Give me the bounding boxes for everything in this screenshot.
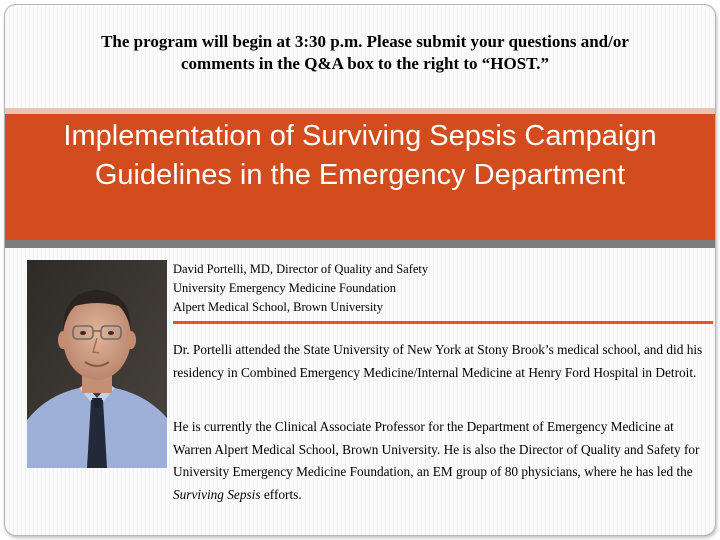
bio-paragraph-2: [173, 416, 713, 506]
presentation-title: Implementation of Surviving Sepsis Campaign Guidelines in the Emergency Department: [63, 120, 657, 191]
bio-paragraph-2-end: efforts.: [260, 486, 302, 502]
orange-divider: [173, 321, 713, 324]
speaker-school: Alpert Medical School, Brown University: [173, 300, 384, 314]
slide: [4, 4, 716, 536]
title-band-bottom-strip: [5, 240, 715, 248]
speaker-name-title: David Portelli, MD, Director of Quality and Safety: [173, 262, 429, 276]
bio-paragraph-1: Dr. Portelli attended the State University of New York at Stony Brook’s medical school, and did his residency in Combined Emergency Medicine/Internal Medicine at Henry Ford Hospital in Detroit.: [173, 342, 703, 380]
bio-surviving-sepsis-emphasis: Surviving Sepsis: [173, 486, 261, 502]
speaker-portrait-image: [27, 260, 167, 468]
program-notice: The program will begin at 3:30 p.m. Please submit your questions and/or comments in the Q&A box to the right to “HOST.”: [101, 32, 629, 73]
speaker-organization: University Emergency Medicine Foundation: [173, 281, 396, 295]
speaker-affiliation: [173, 260, 673, 317]
speaker-photo: [27, 260, 167, 468]
bio-paragraph-2-text: He is currently the Clinical Associate Professor for the Department of Emergency Medicine at Warren Alpert Medical School, Brown University. He is also the Director of Quality and Safety for University Emergency Medicine Foundation, an EM group of 80 physicians, where he has led the: [173, 419, 700, 479]
